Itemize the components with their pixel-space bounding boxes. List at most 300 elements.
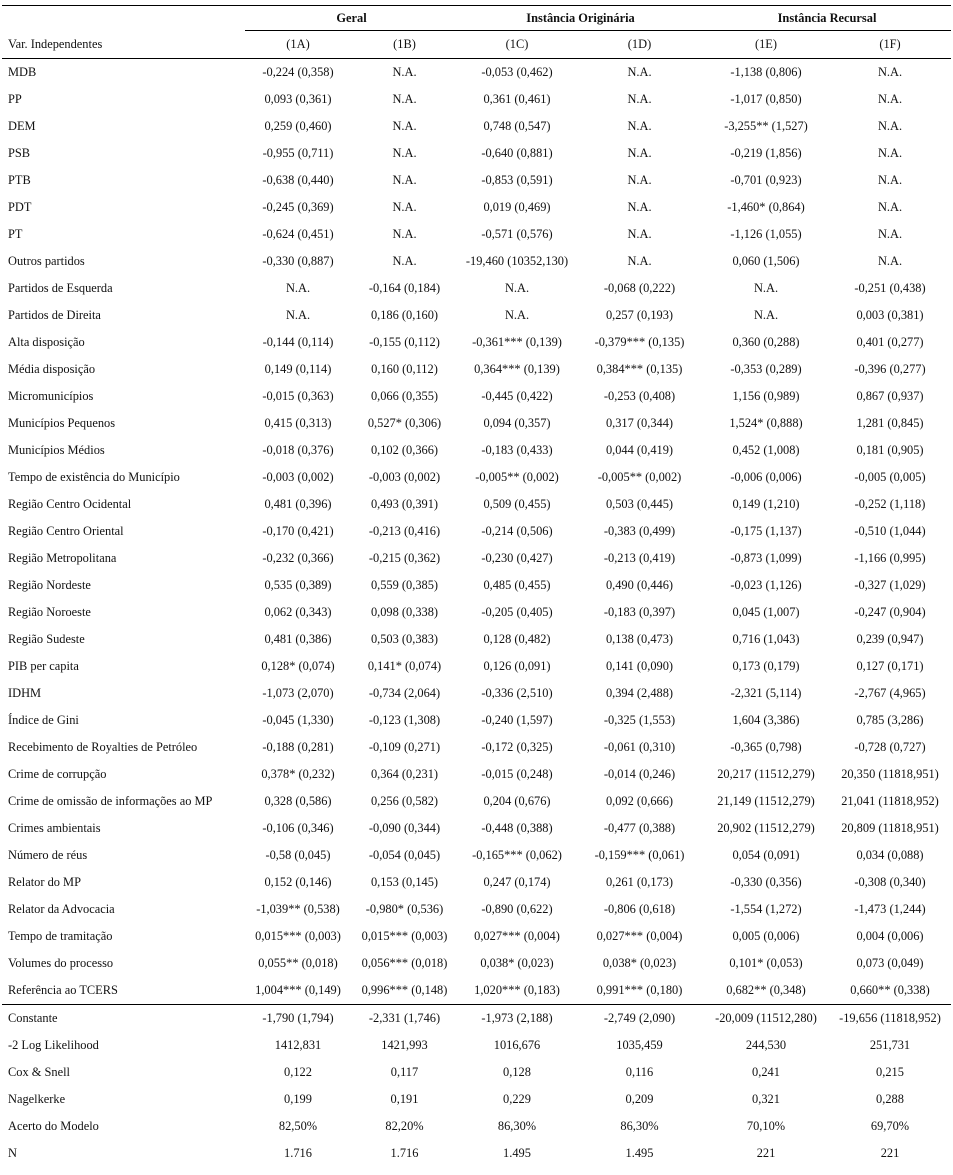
cell-value: -0,701 (0,923) (730, 173, 802, 187)
cell-value: 0,328 (0,586) (264, 794, 332, 808)
cell-value: -0,018 (0,376) (262, 443, 334, 457)
cell-value: 0,361 (0,461) (483, 92, 551, 106)
cell-value: 0,288 (876, 1092, 904, 1106)
variables-body (2, 59, 951, 1005)
row-label: Municípios Médios (8, 443, 105, 457)
cell-value: -0,853 (0,591) (481, 173, 553, 187)
cell-value: -0,252 (1,118) (854, 497, 926, 511)
cell-value: 0,401 (0,277) (856, 335, 924, 349)
table-row (2, 302, 951, 329)
cell-value: 0,682** (0,348) (703, 977, 829, 1005)
table-row (2, 761, 951, 788)
cell-value: 0,204 (0,676) (483, 794, 551, 808)
table-row (2, 86, 951, 113)
cell-value: 0,160 (0,112) (371, 362, 438, 376)
cell-value: -0,015 (0,248) (481, 767, 553, 781)
cell-value: 1.495 (625, 1146, 654, 1160)
row-label: Região Nordeste (8, 578, 91, 592)
cell-value: -0,308 (0,340) (854, 875, 926, 889)
row-label: Região Centro Ocidental (8, 497, 132, 511)
cell-value: -1,166 (0,995) (854, 551, 926, 565)
cell-value: -0,734 (2,064) (368, 686, 441, 700)
row-label: Tempo de tramitação (8, 929, 113, 943)
cell-value: 0,503 (0,383) (370, 632, 439, 646)
cell-value: N.A. (285, 281, 311, 295)
cell-value: N.A. (753, 281, 779, 295)
cell-value: 0,996*** (0,148) (351, 977, 458, 1005)
row-label: Referência ao TCERS (2, 977, 245, 1005)
cell-value: -0,090 (0,344) (368, 821, 441, 835)
column-header-1f: (1F) (829, 31, 951, 59)
table-row (2, 950, 951, 977)
cell-value: N.A. (753, 308, 779, 322)
cell-value: 0,060 (1,506) (732, 254, 800, 268)
table-row (2, 545, 951, 572)
cell-value: -0,213 (0,416) (368, 524, 441, 538)
cell-value: -0,005 (0,005) (854, 470, 926, 484)
statistics-body (2, 1005, 951, 1168)
cell-value: -0,183 (0,397) (603, 605, 676, 619)
column-header-1c: (1C) (458, 31, 576, 59)
cell-value: -0,123 (1,308) (368, 713, 441, 727)
cell-value: 82,50% (278, 1119, 318, 1133)
cell-value: N.A. (392, 227, 417, 241)
cell-value: 0,660** (0,338) (829, 977, 951, 1005)
cell-value: -1,473 (1,244) (854, 902, 926, 916)
cell-value: -1,017 (0,850) (730, 92, 802, 106)
cell-value: 0,066 (0,355) (370, 389, 439, 403)
cell-value: 0,153 (0,145) (370, 875, 439, 889)
cell-value: 82,20% (385, 1119, 424, 1133)
group-header-empty (2, 6, 245, 31)
table-row (2, 167, 951, 194)
cell-value: N.A. (627, 227, 652, 241)
cell-value: 0,126 (0,091) (483, 659, 551, 673)
cell-value: -0,183 (0,433) (481, 443, 553, 457)
cell-value: 0,055** (0,018) (258, 956, 338, 970)
cell-value: -0,005** (0,002) (475, 470, 559, 484)
cell-value: 0,073 (0,049) (856, 956, 924, 970)
cell-value: 0,027*** (0,004) (596, 929, 683, 943)
cell-value: 20,217 (11512,279) (717, 767, 815, 781)
cell-value: 251,731 (869, 1038, 911, 1052)
cell-value: -0,955 (0,711) (262, 146, 334, 160)
cell-value: N.A. (627, 146, 652, 160)
cell-value: -1,126 (1,055) (730, 227, 802, 241)
cell-value: 1,020*** (0,183) (458, 977, 576, 1005)
cell-value: 0,481 (0,386) (264, 632, 332, 646)
row-label: PT (8, 227, 23, 241)
cell-value: N.A. (627, 65, 652, 79)
row-label: Micromunicípios (8, 389, 94, 403)
cell-value: 0,364*** (0,139) (474, 362, 560, 376)
cell-value: 0,785 (3,286) (856, 713, 924, 727)
table-row (2, 707, 951, 734)
table-row (2, 680, 951, 707)
cell-value: 1,281 (0,845) (856, 416, 924, 430)
cell-value: 0,098 (0,338) (370, 605, 439, 619)
cell-value: N.A. (877, 92, 903, 106)
row-label: Região Centro Oriental (8, 524, 124, 538)
stat-row (2, 1059, 951, 1086)
table-row (2, 275, 951, 302)
cell-value: 0,452 (1,008) (732, 443, 800, 457)
cell-value: 1035,459 (616, 1038, 663, 1052)
table-row (2, 518, 951, 545)
cell-value: -0,172 (0,325) (481, 740, 553, 754)
cell-value: -1,790 (1,794) (262, 1011, 334, 1025)
cell-value: 1,156 (0,989) (732, 389, 800, 403)
table-row (2, 329, 951, 356)
cell-value: 0,101* (0,053) (729, 956, 803, 970)
cell-value: -1,138 (0,806) (730, 65, 802, 79)
row-label: Região Noroeste (8, 605, 91, 619)
cell-value: N.A. (627, 200, 652, 214)
row-label: Acerto do Modelo (8, 1119, 99, 1133)
cell-value: -0,806 (0,618) (603, 902, 676, 916)
cell-value: 0,259 (0,460) (264, 119, 332, 133)
cell-value: N.A. (877, 200, 903, 214)
column-header-1e: (1E) (703, 31, 829, 59)
row-label: N (8, 1146, 17, 1160)
table-row (2, 572, 951, 599)
cell-value: -0,219 (1,856) (730, 146, 802, 160)
table-row (2, 383, 951, 410)
cell-value: 0,093 (0,361) (264, 92, 332, 106)
row-label: PDT (8, 200, 32, 214)
cell-value: 0,261 (0,173) (605, 875, 674, 889)
cell-value: 0,257 (0,193) (605, 308, 674, 322)
row-label: Partidos de Esquerda (8, 281, 113, 295)
cell-value: 86,30% (620, 1119, 659, 1133)
cell-value: -0,477 (0,388) (603, 821, 676, 835)
table-row (2, 410, 951, 437)
cell-value: 0,559 (0,385) (370, 578, 439, 592)
cell-value: 221 (880, 1146, 900, 1160)
cell-value: -0,510 (1,044) (854, 524, 926, 538)
cell-value: 0,045 (1,007) (732, 605, 800, 619)
cell-value: -0,873 (1,099) (730, 551, 802, 565)
cell-value: -0,015 (0,363) (262, 389, 334, 403)
table-row (2, 599, 951, 626)
cell-value: -0,571 (0,576) (481, 227, 553, 241)
cell-value: 0,503 (0,445) (605, 497, 674, 511)
cell-value: N.A. (504, 308, 530, 322)
table-row (2, 491, 951, 518)
row-label: MDB (8, 65, 37, 79)
cell-value: 0,038* (0,023) (602, 956, 677, 970)
cell-value: -19,656 (11818,952) (839, 1011, 941, 1025)
cell-value: -0,728 (0,727) (854, 740, 926, 754)
cell-value: 0,716 (1,043) (732, 632, 800, 646)
cell-value: 0,138 (0,473) (605, 632, 674, 646)
cell-value: -0,014 (0,246) (603, 767, 676, 781)
cell-value: N.A. (627, 254, 652, 268)
cell-value: -0,213 (0,419) (603, 551, 676, 565)
cell-value: -0,188 (0,281) (262, 740, 334, 754)
cell-value: 0,149 (1,210) (732, 497, 800, 511)
table-row (2, 869, 951, 896)
row-label: Alta disposição (8, 335, 85, 349)
cell-value: 0,867 (0,937) (856, 389, 924, 403)
cell-value: 0,317 (0,344) (605, 416, 674, 430)
cell-value: 0,209 (625, 1092, 654, 1106)
cell-value: -1,039** (0,538) (256, 902, 340, 916)
row-label: Índice de Gini (8, 713, 79, 727)
cell-value: 21,149 (11512,279) (717, 794, 815, 808)
row-label: Média disposição (8, 362, 96, 376)
cell-value: -2,321 (5,114) (730, 686, 802, 700)
cell-value: N.A. (627, 119, 652, 133)
cell-value: -0,245 (0,369) (262, 200, 334, 214)
cell-value: 0,394 (2,488) (605, 686, 674, 700)
row-label: Constante (8, 1011, 58, 1025)
cell-value: -0,336 (2,510) (481, 686, 553, 700)
cell-value: -0,232 (0,366) (262, 551, 334, 565)
cell-value: 0,173 (0,179) (732, 659, 800, 673)
cell-value: 0,027*** (0,004) (474, 929, 560, 943)
cell-value: 0,117 (390, 1065, 419, 1079)
cell-value: 20,350 (11818,951) (841, 767, 939, 781)
row-label: Região Metropolitana (8, 551, 117, 565)
cell-value: 0,493 (0,391) (370, 497, 439, 511)
cell-value: 0,141* (0,074) (367, 659, 442, 673)
cell-value: 0,181 (0,905) (856, 443, 924, 457)
cell-value: -0,327 (1,029) (854, 578, 926, 592)
row-label: Partidos de Direita (8, 308, 101, 322)
cell-value: 70,10% (746, 1119, 786, 1133)
table-row (2, 194, 951, 221)
row-label: Crime de corrupção (8, 767, 107, 781)
cell-value: N.A. (627, 173, 652, 187)
cell-value: 0,247 (0,174) (483, 875, 551, 889)
stat-row (2, 1140, 951, 1167)
cell-value: 0,360 (0,288) (732, 335, 800, 349)
cell-value: 244,530 (745, 1038, 787, 1052)
cell-value: -0,170 (0,421) (262, 524, 334, 538)
table-row (2, 140, 951, 167)
cell-value: N.A. (877, 227, 903, 241)
column-header-row (2, 31, 951, 59)
column-header-1a: (1A) (245, 31, 351, 59)
cell-value: -0,230 (0,427) (481, 551, 553, 565)
cell-value: -0,247 (0,904) (854, 605, 926, 619)
cell-value: -0,980* (0,536) (365, 902, 444, 916)
table-row (2, 788, 951, 815)
row-label: PP (8, 92, 22, 106)
cell-value: -2,331 (1,746) (368, 1011, 441, 1025)
cell-value: -2,767 (4,965) (854, 686, 926, 700)
cell-value: -0,054 (0,045) (368, 848, 441, 862)
cell-value: 0,128 (0,482) (483, 632, 551, 646)
cell-value: -0,396 (0,277) (854, 362, 926, 376)
cell-value: 0,003 (0,381) (856, 308, 924, 322)
row-label: Relator da Advocacia (8, 902, 115, 916)
cell-value: N.A. (392, 200, 417, 214)
table-row (2, 626, 951, 653)
row-label: Crimes ambientais (8, 821, 101, 835)
cell-value: 0,527* (0,306) (367, 416, 442, 430)
column-header-1b: (1B) (351, 31, 458, 59)
stat-row (2, 1086, 951, 1113)
table-row (2, 221, 951, 248)
table-row (2, 923, 951, 950)
cell-value: 0,215 (876, 1065, 904, 1079)
cell-value: -0,253 (0,408) (603, 389, 676, 403)
cell-value: 0,004 (0,006) (856, 929, 924, 943)
cell-value: -0,045 (1,330) (262, 713, 334, 727)
table-row (2, 842, 951, 869)
cell-value: N.A. (392, 92, 417, 106)
cell-value: -0,068 (0,222) (603, 281, 676, 295)
row-label: DEM (8, 119, 36, 133)
row-label: Municípios Pequenos (8, 416, 116, 430)
group-header-instancia-originaria: Instância Originária (458, 6, 703, 31)
row-label: PIB per capita (8, 659, 79, 673)
cell-value: 0,152 (0,146) (264, 875, 332, 889)
row-label: Região Sudeste (8, 632, 85, 646)
cell-value: -0,005** (0,002) (597, 470, 682, 484)
cell-value: -2,749 (2,090) (603, 1011, 676, 1025)
cell-value: -0,023 (1,126) (730, 578, 802, 592)
cell-value: 0,535 (0,389) (264, 578, 332, 592)
row-label: Crime de omissão de informações ao MP (8, 794, 213, 808)
cell-value: -0,164 (0,184) (368, 281, 441, 295)
cell-value: 0,005 (0,006) (732, 929, 800, 943)
cell-value: 0,019 (0,469) (483, 200, 551, 214)
cell-value: -0,640 (0,881) (481, 146, 553, 160)
group-header-row (2, 6, 951, 31)
cell-value: 0,102 (0,366) (370, 443, 439, 457)
cell-value: -0,361*** (0,139) (472, 335, 562, 349)
cell-value: 0,991*** (0,180) (576, 977, 703, 1005)
cell-value: N.A. (392, 65, 417, 79)
cell-value: N.A. (392, 254, 417, 268)
cell-value: 0,128 (503, 1065, 531, 1079)
cell-value: 21,041 (11818,952) (841, 794, 939, 808)
cell-value: N.A. (392, 119, 417, 133)
table-row (2, 248, 951, 275)
cell-value: 86,30% (497, 1119, 537, 1133)
cell-value: -0,165*** (0,062) (472, 848, 562, 862)
cell-value: 0,141 (0,090) (605, 659, 674, 673)
row-label: Número de réus (8, 848, 88, 862)
cell-value: -0,109 (0,271) (368, 740, 441, 754)
row-label: Recebimento de Royalties de Petróleo (8, 740, 198, 754)
stat-row (2, 1005, 951, 1033)
cell-value: -0,006 (0,006) (730, 470, 802, 484)
cell-value: -0,061 (0,310) (603, 740, 676, 754)
table-row (2, 356, 951, 383)
cell-value: 0,378* (0,232) (261, 767, 335, 781)
table-row (2, 734, 951, 761)
cell-value: 0,015*** (0,003) (361, 929, 448, 943)
cell-value: -0,325 (1,553) (603, 713, 676, 727)
cell-value: 1.716 (390, 1146, 419, 1160)
cell-value: -0,445 (0,422) (481, 389, 553, 403)
cell-value: -0,053 (0,462) (481, 65, 553, 79)
cell-value: 0,485 (0,455) (483, 578, 551, 592)
cell-value: 0,256 (0,582) (370, 794, 439, 808)
row-label: Volumes do processo (8, 956, 114, 970)
cell-value: N.A. (877, 65, 903, 79)
table-row (2, 464, 951, 491)
regression-table (2, 5, 951, 1167)
cell-value: 0,384*** (0,135) (596, 362, 683, 376)
cell-value: -1,073 (2,070) (262, 686, 334, 700)
column-header-variables: Var. Independentes (2, 31, 245, 59)
cell-value: 0,062 (0,343) (264, 605, 332, 619)
cell-value: -0,144 (0,114) (262, 335, 334, 349)
cell-value: -1,973 (2,188) (481, 1011, 553, 1025)
cell-value: 0,481 (0,396) (264, 497, 332, 511)
table-row (2, 977, 951, 1005)
cell-value: 0,044 (0,419) (605, 443, 674, 457)
cell-value: -0,353 (0,289) (730, 362, 802, 376)
row-label: Tempo de existência do Município (8, 470, 180, 484)
cell-value: N.A. (285, 308, 311, 322)
cell-value: N.A. (392, 173, 417, 187)
cell-value: 0,015*** (0,003) (255, 929, 341, 943)
cell-value: 1412,831 (274, 1038, 322, 1052)
cell-value: 0,239 (0,947) (856, 632, 924, 646)
cell-value: N.A. (877, 254, 903, 268)
cell-value: -0,003 (0,002) (368, 470, 441, 484)
cell-value: 221 (756, 1146, 776, 1160)
row-label: Nagelkerke (8, 1092, 66, 1106)
cell-value: 0,199 (284, 1092, 312, 1106)
cell-value: 1421,993 (381, 1038, 428, 1052)
row-label: Relator do MP (8, 875, 81, 889)
cell-value: 69,70% (870, 1119, 910, 1133)
cell-value: 0,415 (0,313) (264, 416, 332, 430)
cell-value: -19,460 (10352,130) (465, 254, 569, 268)
cell-value: 20,809 (11818,951) (841, 821, 939, 835)
cell-value: 0,186 (0,160) (370, 308, 439, 322)
table-row (2, 59, 951, 87)
cell-value: 0,321 (752, 1092, 780, 1106)
group-header-instancia-recursal: Instância Recursal (703, 6, 951, 31)
cell-value: -0,638 (0,440) (262, 173, 334, 187)
table-row (2, 815, 951, 842)
cell-value: -0,214 (0,506) (481, 524, 553, 538)
table-row (2, 896, 951, 923)
column-header-1d: (1D) (576, 31, 703, 59)
cell-value: N.A. (877, 146, 903, 160)
cell-value: -0,330 (0,887) (262, 254, 334, 268)
table-row (2, 113, 951, 140)
cell-value: N.A. (877, 119, 903, 133)
cell-value: -0,240 (1,597) (481, 713, 553, 727)
cell-value: -0,251 (0,438) (854, 281, 926, 295)
cell-value: -0,383 (0,499) (603, 524, 676, 538)
cell-value: 0,094 (0,357) (483, 416, 551, 430)
cell-value: 0,509 (0,455) (483, 497, 551, 511)
cell-value: -0,224 (0,358) (262, 65, 334, 79)
cell-value: 1,524* (0,888) (729, 416, 803, 430)
cell-value: 20,902 (11512,279) (717, 821, 815, 835)
cell-value: N.A. (877, 173, 903, 187)
cell-value: -0,175 (1,137) (730, 524, 802, 538)
cell-value: 0,364 (0,231) (370, 767, 439, 781)
cell-value: 0,092 (0,666) (605, 794, 674, 808)
cell-value: 1,004*** (0,149) (245, 977, 351, 1005)
table-row (2, 437, 951, 464)
cell-value: -0,159*** (0,061) (594, 848, 685, 862)
row-label: -2 Log Likelihood (8, 1038, 99, 1052)
cell-value: 0,490 (0,446) (605, 578, 674, 592)
cell-value: -0,155 (0,112) (369, 335, 440, 349)
